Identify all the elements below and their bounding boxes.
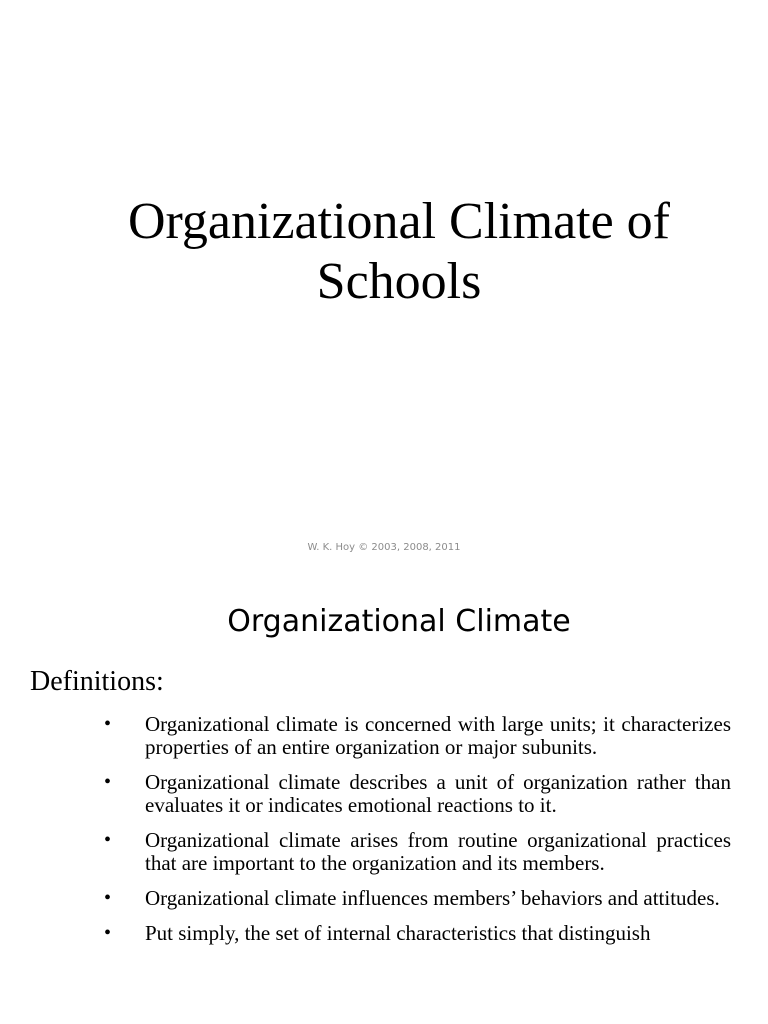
bullet-text: Organizational climate arises from routine organizational practices that are important to the organization and its members. (145, 828, 731, 875)
slide-title-line-2: Schools (316, 253, 482, 310)
slide-title (0, 192, 768, 312)
list-item (0, 771, 768, 817)
bullet-text: Organizational climate influences members’ behaviors and attitudes. (145, 886, 720, 910)
copyright-footer: W. K. Hoy © 2003, 2008, 2011 (307, 542, 461, 553)
section-title: Organizational Climate (227, 604, 571, 639)
bullet-text: Put simply, the set of internal characteristics that distinguish (145, 921, 651, 945)
bullet-marker: • (104, 713, 112, 735)
slide-title-line-1: Organizational Climate of (128, 193, 670, 250)
bullet-text: Organizational climate is concerned with large units; it characterizes properties of an entire organization or major subunits. (145, 712, 731, 759)
bullet-text: Organizational climate describes a unit of organization rather than evaluates it or indicates emotional reactions to it. (145, 770, 731, 817)
bullet-marker: • (104, 771, 112, 793)
list-item (0, 887, 768, 910)
bullet-marker: • (104, 829, 112, 851)
list-item (0, 829, 768, 875)
bullet-marker: • (104, 887, 112, 909)
list-item (0, 713, 768, 759)
bullet-marker: • (104, 922, 112, 944)
definitions-list (0, 713, 768, 957)
definitions-heading: Definitions: (30, 666, 164, 697)
list-item (0, 922, 768, 945)
